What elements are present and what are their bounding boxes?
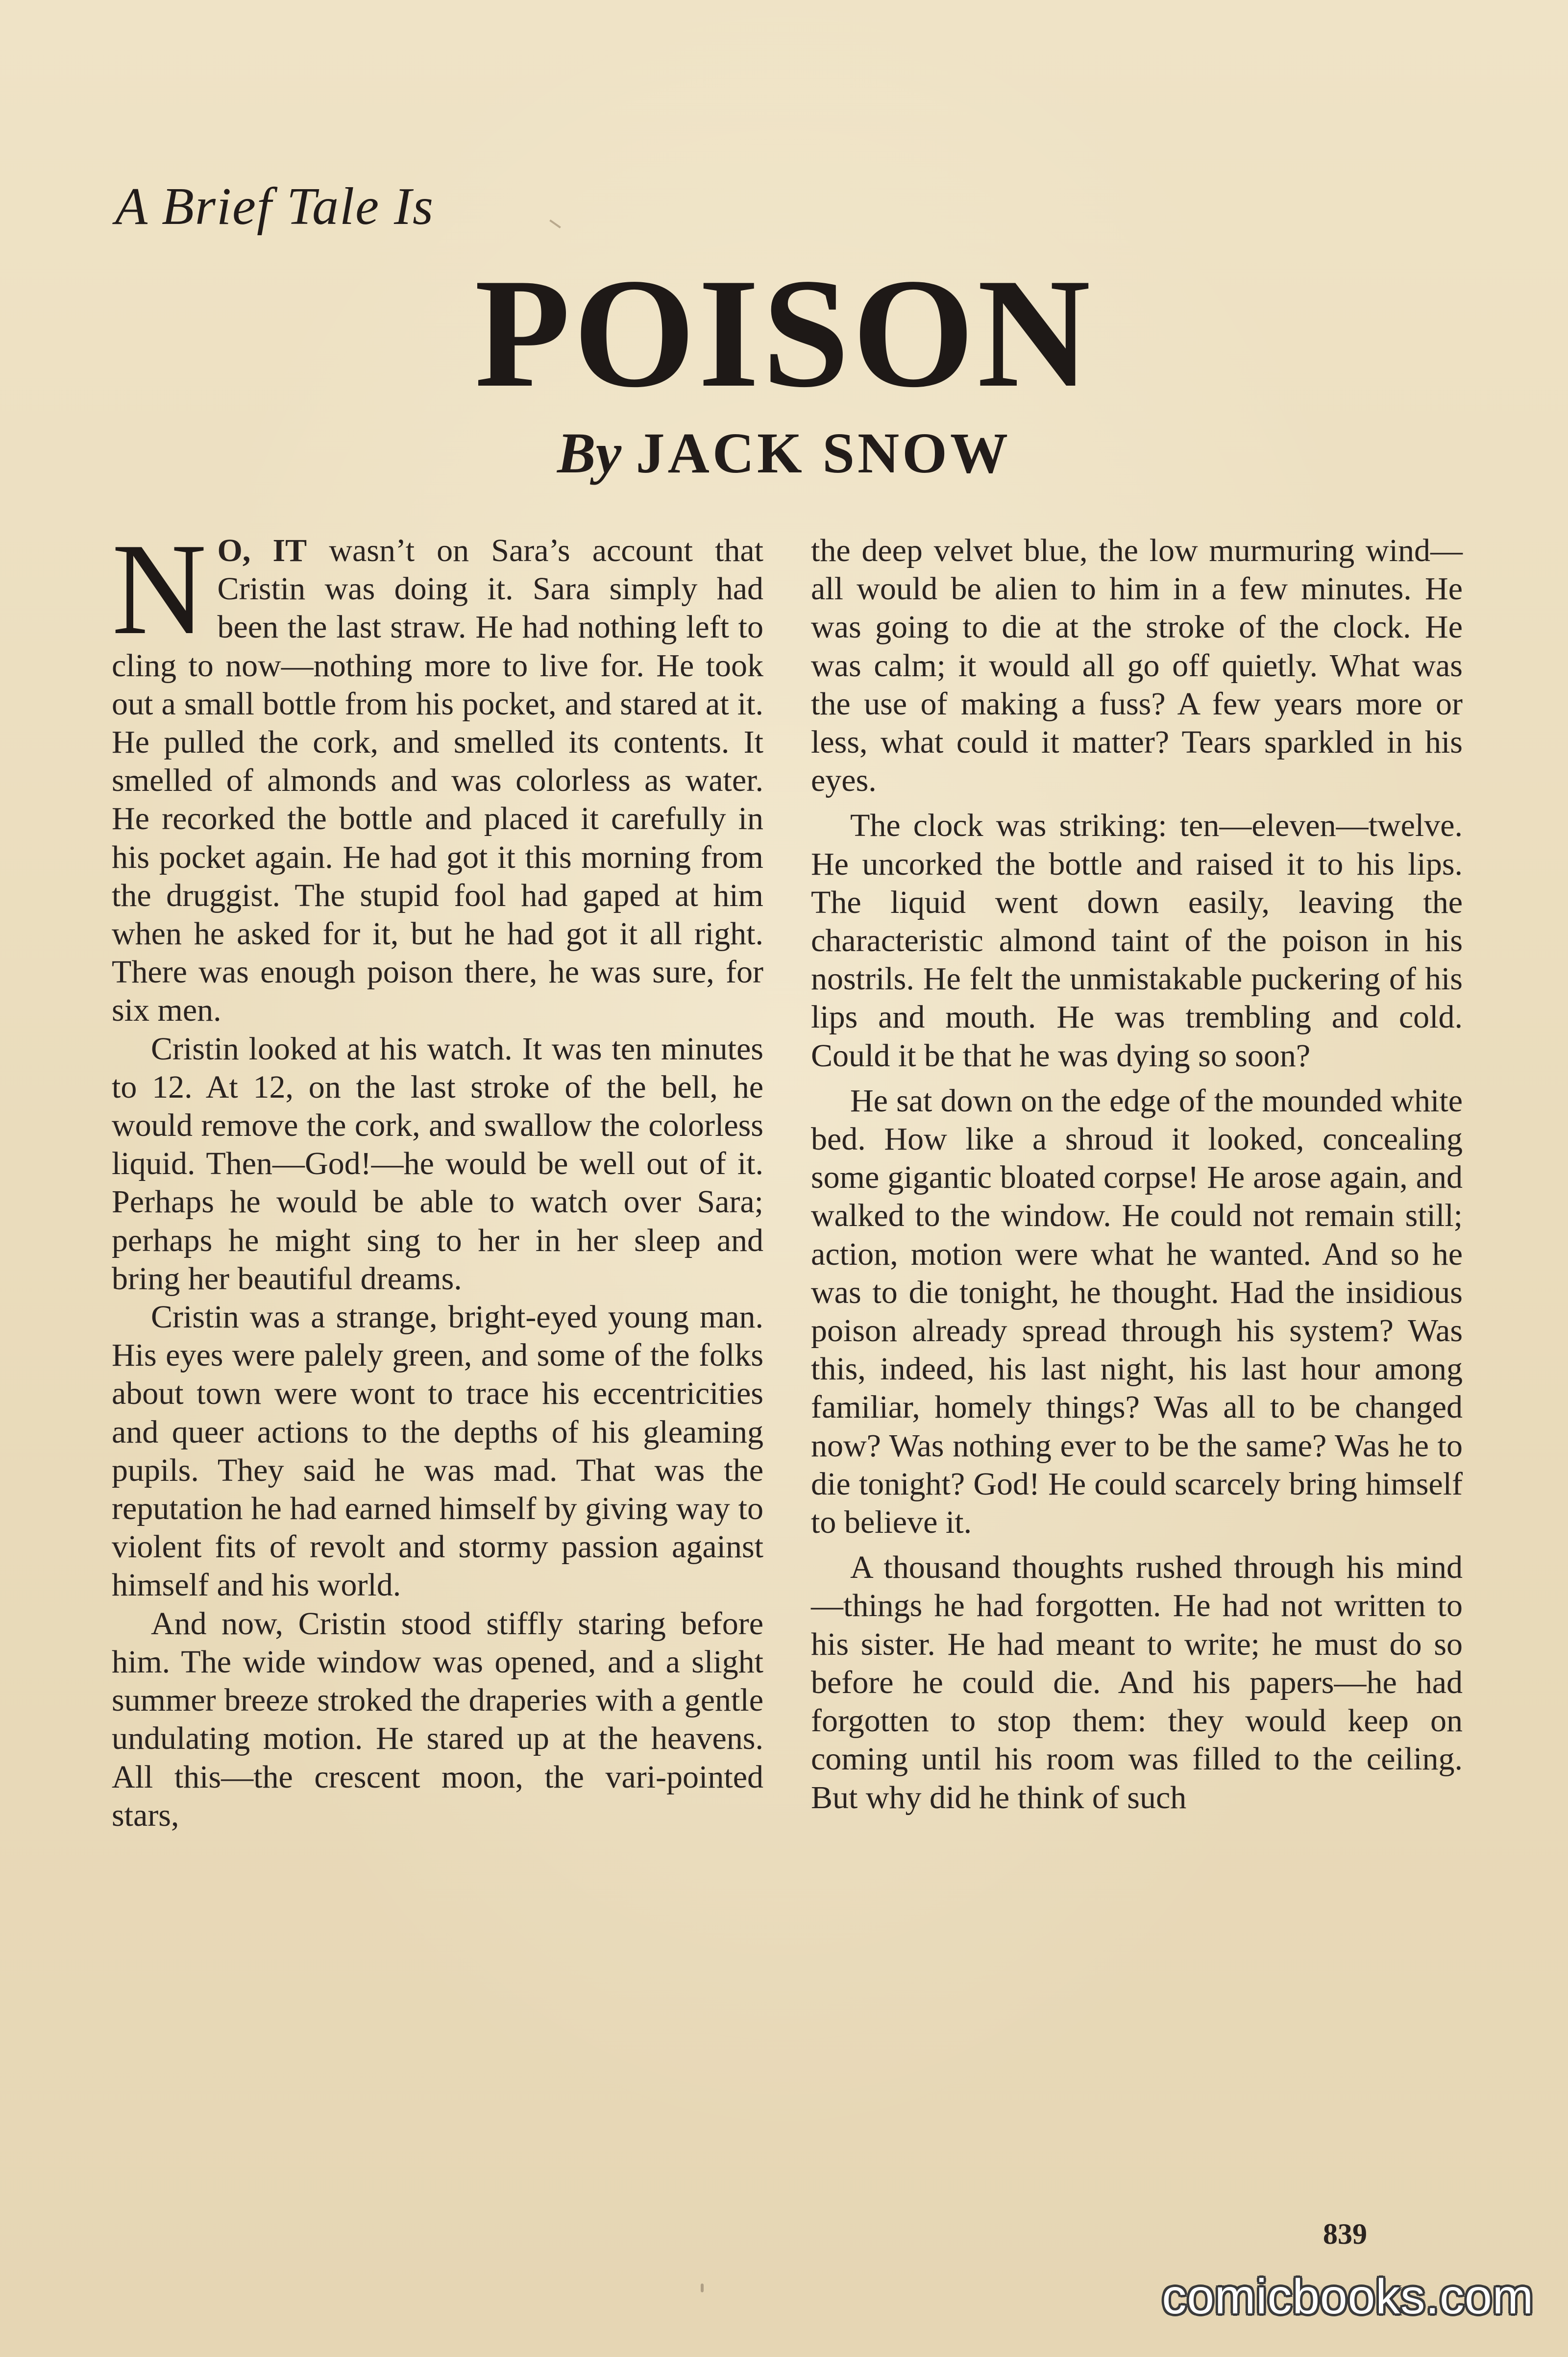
lead-in: O, IT: [217, 533, 307, 568]
story-title: POISON: [474, 246, 1094, 420]
author-name: JACK SNOW: [636, 421, 1011, 485]
left-column: [112, 516, 763, 1835]
watermark: comicbooks.com: [1162, 2269, 1534, 2324]
right-column: [811, 532, 1463, 1817]
paragraph: He sat down on the edge of the mounded white bed. How like a shroud it looked, concealing some gigantic bloated corpse! He arose again, and walked to the window. He could not remain still; action, motion were what he wanted. And so he was to die tonight, he thought. Had the insidious poison already spread through his system? Was this, indeed, his last night, his last hour among familiar, homely things? Was all to be changed now? Was nothing ever to be the same? Was he to die tonight? God! He could scarcely bring himself to believe it.: [811, 1082, 1463, 1541]
paragraph: [112, 516, 763, 1030]
paragraph: And now, Cristin stood stiffly staring before him. The wide window was opened, and a slight summer breeze stroked the draperies with a gentle undulating motion. He stared up at the heavens. All this—the crescent moon, the vari-pointed stars,: [112, 1605, 763, 1833]
paragraph: Cristin looked at his watch. It was ten minutes to 12. At 12, on the last stroke of the bell, he would remove the cork, and swallow the colorless liquid. Then—God!—he would be well out of it. Perhaps he would be able to watch over Sara; perhaps he might sing to her in her sleep and bring her beautiful dreams.: [112, 1031, 763, 1297]
story-kicker: A Brief Tale Is: [115, 177, 435, 236]
paragraph: Cristin was a strange, bright-eyed young man. His eyes were palely green, and some of the folks about town were wont to trace his eccentricities and queer actions to the depths of his gleaming pupils. They said he was mad. That was the reputation he had earned himself by giving way to violent fits of revolt and stormy passion against himself and his world.: [112, 1299, 763, 1603]
page-number: 839: [1323, 2218, 1367, 2250]
print-speck: [701, 2283, 704, 2292]
paragraph-text: wasn’t on Sara’s account that Cristin was doing it. Sara simply had been the last straw. He had nothing left to cling to now—nothing more to live for. He took out a small bottle from his pocket, and stared at it. He pulled the cork, and smelled its contents. It smelled of almonds and was colorless as water. He recorked the bottle and placed it carefully in his pocket again. He had got it this morning from the druggist. The stupid fool had gaped at him when he asked for it, but he had got it all right. There was enough poison there, he was sure, for six men.: [112, 533, 763, 1029]
paragraph: A thousand thoughts rushed through his mind—things he had forgotten. He had not written to his sister. He had meant to write; he must do so before he could die. And his papers—he had forgotten to stop them: they would keep on coming until his room was filled to the ceiling. But why did he think of such: [811, 1549, 1463, 1816]
print-mark: [549, 220, 561, 228]
byline-by: By: [557, 421, 622, 485]
drop-cap: N: [112, 516, 207, 662]
paragraph: the deep velvet blue, the low murmuring wind—all would be alien to him in a few minutes. He was going to die at the stroke of the clock. He was calm; it would all go off quietly. What was the use of making a fuss? A few years more or less, what could it matter? Tears sparkled in his eyes.: [811, 533, 1463, 799]
paragraph: The clock was striking: ten—eleven—twelve. He uncorked the bottle and raised it to his lips. The liquid went down easily, leaving the characteristic almond taint of the poison in his nostrils. He felt the unmistakable puckering of his lips and mouth. He was trembling and cold. Could it be that he was dying so soon?: [811, 808, 1463, 1074]
byline: [0, 421, 1568, 485]
